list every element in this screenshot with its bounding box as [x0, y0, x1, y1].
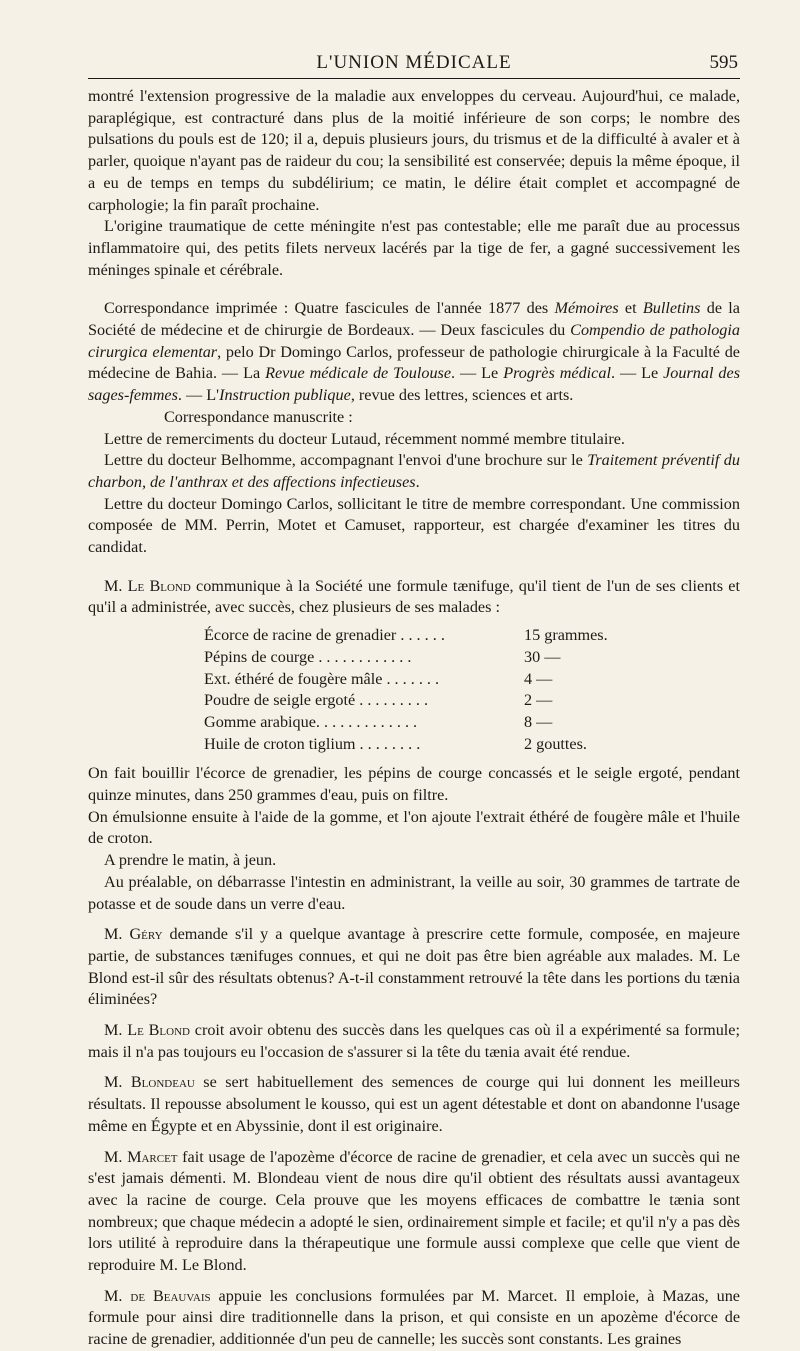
- recipe-table: [204, 625, 624, 755]
- recipe-row: Ext. éthéré de fougère mâle . . . . . . . 4 —: [204, 669, 553, 688]
- paragraph-preparation: On fait bouillir l'écorce de grenadier, les pépins de courge concassés et le seigle ergoté, pendant quinze minutes, dans 250 grammes d'eau, puis on filtre.: [88, 764, 740, 804]
- recipe-row: Poudre de seigle ergoté . . . . . . . . . 2 —: [204, 691, 553, 710]
- paragraph-de-beauvais: M. de Beauvais appuie les conclusions formulées par M. Marcet. Il emploie, à Mazas, une formule pour ainsi dire traditionnelle dans la prison, et qui consiste en un apozème d'écorce de racine de grenadier, additionnée d'un peu de cannelle; les succès sont constants. Les graines: [88, 1286, 740, 1349]
- text-body: [88, 86, 740, 1351]
- paragraph-traumatic-origin: L'origine traumatique de cette méningite n'est pas contestable; elle me paraît due au processus inflammatoire qui, des petits filets nerveux lacérés par la tige de fer, a gagné successivement les méninges spinale et cérébrale.: [88, 217, 740, 279]
- paragraph-preliminary: Au préalable, on débarrasse l'intestin en administrant, la veille au soir, 30 grammes de tartrate de potasse et de soude dans un verre d'eau.: [88, 872, 740, 913]
- paragraph-leblond-reply: M. Le Blond croit avoir obtenu des succès dans les quelques cas où il a expérimenté sa formule; mais il n'a pas toujours eu l'occasion de s'assurer si la tête du tænia avait été rendue.: [88, 1021, 740, 1061]
- paragraph-leblond-formula: M. Le Blond communique à la Société une formule tænifuge, qu'il tient de l'un de ses clients et qu'il a administrée, avec succès, chez plusieurs de ses malades :: [88, 576, 740, 617]
- paragraph-letter-belhomme: Lettre du docteur Belhomme, accompagnant l'envoi d'une brochure sur le Traitement préventif du charbon, de l'anthrax et des affections infectieuses.: [88, 451, 740, 491]
- paragraph-marcet: M. Marcet fait usage de l'apozème d'écorce de racine de grenadier, et cela avec un succès qui ne s'est jamais démenti. M. Blondeau vient de nous dire qu'il obtient des résultats aussi avantageux avec la racine de courge. Cela prouve que les moyens efficaces de combattre le tænia sont nombreux; que chaque médecin a adopté le sien, ordinairement simple et facile; et qu'il n'y a pas dès lors utilité à reproduire dans la thérapeutique une formule aussi complexe que celle que vient de reproduire M. Le Blond.: [88, 1147, 740, 1275]
- paragraph-letter-carlos: Lettre du docteur Domingo Carlos, sollicitant le titre de membre correspondant. Une commission composée de MM. Perrin, Motet et Camuset, rapporteur, est chargée d'examiner les titres du candidat.: [88, 494, 740, 557]
- paragraph-blondeau: M. Blondeau se sert habituellement des semences de courge qui lui donnent les meilleurs résultats. Il repousse absolument le kousso, qui est un agent détestable et dont on abandonne l'usage même en Égypte et en Abyssinie, dont il est originaire.: [88, 1073, 740, 1135]
- running-title: L'UNION MÉDICALE: [316, 52, 512, 73]
- paragraph-dosage: A prendre le matin, à jeun.: [104, 851, 277, 870]
- page-header: [88, 48, 740, 79]
- recipe-row: Huile de croton tiglium . . . . . . . . 2 gouttes.: [204, 734, 587, 753]
- recipe-row: Gomme arabique. . . . . . . . . . . . . 8 —: [204, 712, 553, 731]
- recipe-row: Pépins de courge . . . . . . . . . . . . 30 —: [204, 647, 561, 666]
- paragraph-gery: M. Géry demande s'il y a quelque avantage à prescrire cette formule, composée, en majeure partie, de substances tænifuges connues, et qui ne doit pas être bien agréable aux malades. M. Le Blond est-il sûr des résultats obtenus? A-t-il constamment retrouvé la tête dans les portions du tænia éliminées?: [88, 925, 740, 1009]
- page-number: 595: [709, 52, 738, 73]
- paragraph-printed-correspondence: Correspondance imprimée : Quatre fascicules de l'année 1877 des Mémoires et Bulletins de la Société de médecine et de chirurgie de Bordeaux. — Deux fascicules du Compendio de pathologia cirurgica elementar, pelo Dr Domingo Carlos, professeur de pathologie chirurgicale à la Faculté de médecine de Bahia. — La Revue médicale de Toulouse. — Le Progrès médical. — Le Journal des sages-femmes. — L'Instruction publique, revue des lettres, sciences et arts.: [88, 299, 740, 405]
- paragraph-emulsion: On émulsionne ensuite à l'aide de la gomme, et l'on ajoute l'extrait éthéré de fougère mâle et l'huile de croton.: [88, 807, 740, 848]
- paragraph-manuscript-heading: Correspondance manuscrite :: [164, 407, 353, 426]
- paragraph-letter-lutaud: Lettre de remerciments du docteur Lutaud, récemment nommé membre titulaire.: [104, 429, 625, 448]
- recipe-row: Écorce de racine de grenadier . . . . . . 15 grammes.: [204, 626, 608, 645]
- paragraph-case-description: montré l'extension progressive de la maladie aux enveloppes du cerveau. Aujourd'hui, ce malade, paraplégique, est contracturé dans plus de la moitié inférieure de son corps; le nombre des pulsations du pouls est de 120; il a, depuis plusieurs jours, du trismus et de la difficulté à avaler et à parler, quoique n'ayant pas de raideur du cou; la sensibilité est conservée; depuis la même époque, il a eu de temps en temps du subdélirium; ce matin, le délire était complet et accompagné de carphologie; la fin paraît prochaine.: [88, 87, 740, 214]
